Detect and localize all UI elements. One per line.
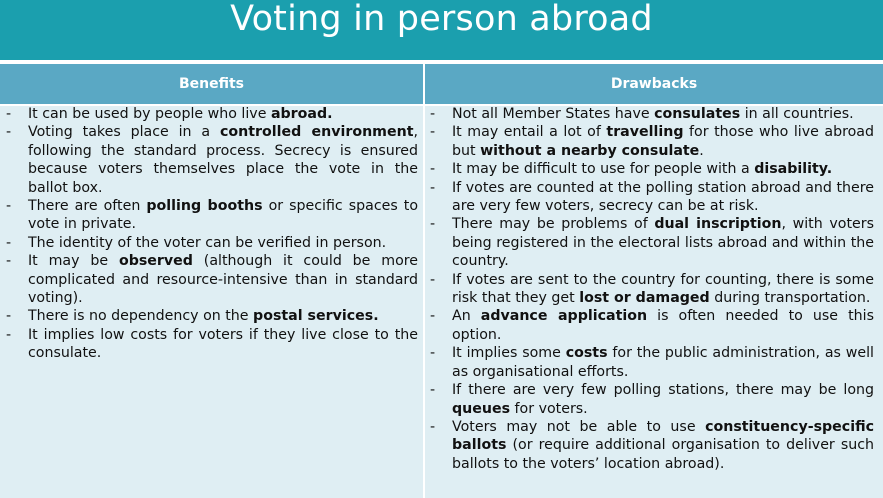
bold-phrase: postal services. <box>253 308 379 325</box>
bullet-dash: - <box>6 124 12 141</box>
bullet-text <box>28 253 418 306</box>
bullet-dash: - <box>430 106 436 122</box>
bold-phrase: consulates <box>654 106 741 122</box>
text-run: for the public administration, as well as organisational efforts. <box>452 345 875 380</box>
bold-phrase: disability. <box>754 161 833 178</box>
bold-phrase: abroad. <box>270 106 333 122</box>
text-run: It may entail a lot of <box>452 124 607 141</box>
bullet-text <box>452 419 874 472</box>
column-divider <box>423 64 425 498</box>
text-run: (or require additional organisation to deliver such ballots to the voters’ location abroad). <box>452 437 874 472</box>
text-run: Voting takes place in a <box>28 124 220 141</box>
bullet-dash: - <box>430 382 436 399</box>
bullet-dash: - <box>6 234 12 251</box>
bold-phrase: costs <box>565 345 608 362</box>
text-run: If votes are counted at the polling station abroad and there are very few voters, secrecy can be at risk. <box>452 179 874 215</box>
text-run: It can be used by people who live <box>28 106 271 122</box>
bold-phrase: observed <box>118 253 193 270</box>
drawback-item <box>430 418 874 473</box>
bullet-text <box>28 308 379 324</box>
bullet-dash: - <box>430 216 436 233</box>
text-run: Voters may not be able to use <box>452 418 706 435</box>
text-run: There is no dependency on the <box>28 308 254 325</box>
bullet-dash: - <box>6 253 12 270</box>
benefit-item <box>6 307 418 325</box>
bold-phrase: polling booths <box>146 198 263 215</box>
text-run: There may be problems of <box>452 216 655 233</box>
bullet-dash: - <box>6 106 12 122</box>
bold-phrase: lost or damaged <box>579 290 710 307</box>
bold-phrase: queues <box>452 400 511 417</box>
bold-phrase: controlled environment <box>219 124 414 141</box>
bullet-text <box>452 124 874 158</box>
text-run: There are often <box>28 198 147 215</box>
text-run: An <box>452 308 481 325</box>
bold-phrase: travelling <box>606 124 684 141</box>
bullet-dash: - <box>6 308 12 325</box>
benefit-item <box>6 197 418 234</box>
bullet-text <box>452 161 832 177</box>
bullet-text <box>452 272 874 306</box>
bullet-text <box>28 106 333 122</box>
drawback-item <box>430 271 874 308</box>
text-run: for those who live abroad but <box>452 124 875 159</box>
text-run: The identity of the voter can be verified in person. <box>28 234 387 251</box>
bold-phrase: without a nearby consulate <box>480 142 700 159</box>
text-run: is often needed to use this option. <box>452 308 874 343</box>
text-run: It implies some <box>452 345 566 362</box>
bold-phrase: advance application <box>480 308 648 325</box>
text-run: Not all Member States have <box>452 106 655 122</box>
drawback-item <box>430 123 874 160</box>
benefits-list <box>6 105 418 363</box>
bullet-text <box>452 216 874 269</box>
text-run: . <box>699 142 704 159</box>
bullet-text <box>452 345 874 379</box>
text-run: It implies low costs for voters if they live close to the consulate. <box>28 326 418 362</box>
comparison-table <box>0 64 883 498</box>
bullet-text <box>28 235 386 251</box>
text-run: It may be difficult to use for people with a <box>452 161 755 178</box>
drawbacks-header: Drawbacks <box>425 64 883 104</box>
bullet-text <box>28 124 418 195</box>
text-run: (although it could be more complicated and resource-intensive than in standard voting). <box>28 253 419 307</box>
bullet-dash: - <box>6 326 12 343</box>
benefit-item <box>6 234 418 252</box>
bullet-dash: - <box>430 308 436 325</box>
text-run: It may be <box>28 253 119 270</box>
bullet-dash: - <box>430 124 436 141</box>
drawback-item <box>430 381 874 418</box>
benefit-item <box>6 123 418 197</box>
drawback-item <box>430 105 874 123</box>
title-bar <box>0 0 883 60</box>
benefit-item <box>6 252 418 307</box>
benefit-item <box>6 326 418 363</box>
drawback-item <box>430 344 874 381</box>
bullet-text <box>452 382 874 416</box>
bullet-dash: - <box>430 271 436 288</box>
bullet-dash: - <box>6 198 12 215</box>
bullet-text <box>452 180 874 214</box>
benefits-header: Benefits <box>0 64 423 104</box>
drawbacks-list <box>430 105 874 473</box>
drawback-item <box>430 215 874 270</box>
text-run: during transportation. <box>709 290 871 307</box>
text-run: or specific spaces to vote in private. <box>28 198 418 233</box>
drawback-item <box>430 179 874 216</box>
drawback-item <box>430 307 874 344</box>
bullet-dash: - <box>430 418 436 435</box>
text-run: If there are very few polling stations, there may be long <box>452 382 874 399</box>
bold-phrase: constituency-specific ballots <box>452 418 874 454</box>
text-run: If votes are sent to the country for counting, there is some risk that they get <box>452 271 874 307</box>
slide-title: Voting in person abroad <box>230 0 653 39</box>
bullet-dash: - <box>430 161 436 178</box>
bullet-text <box>28 198 418 232</box>
bullet-dash: - <box>430 345 436 362</box>
text-run: in all countries. <box>740 106 854 122</box>
text-run: , following the standard process. Secrecy is ensured because voters themselves place the vote in the ballot box. <box>28 124 418 196</box>
bullet-text <box>28 327 418 361</box>
drawback-item <box>430 160 874 178</box>
bold-phrase: dual inscription <box>654 216 782 233</box>
text-run: for voters. <box>510 400 588 417</box>
bullet-text <box>452 308 874 342</box>
benefit-item <box>6 105 418 123</box>
bullet-dash: - <box>430 179 436 196</box>
bullet-text <box>452 106 854 122</box>
text-run: , with voters being registered in the electoral lists abroad and within the country. <box>452 216 874 270</box>
